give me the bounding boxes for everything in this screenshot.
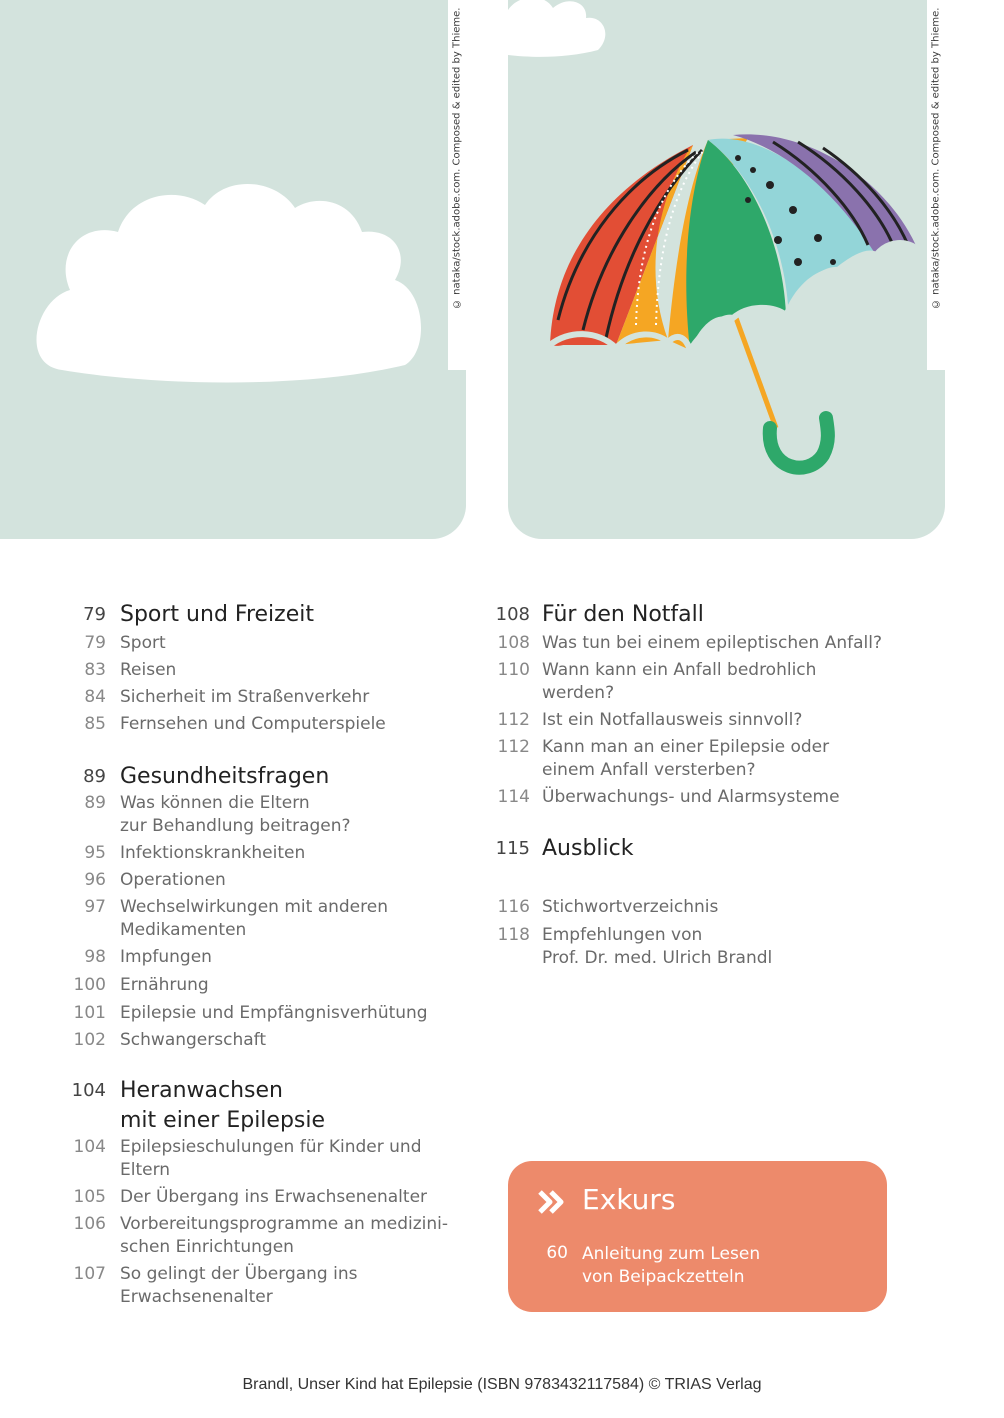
toc-entry[interactable] xyxy=(0,632,882,655)
toc-entry-title: Was tun bei einem epileptischen Anfall? xyxy=(542,633,882,653)
toc-heading[interactable] xyxy=(0,600,882,630)
exkurs-box[interactable] xyxy=(508,1161,887,1312)
toc-entry-page: 96 xyxy=(84,870,106,890)
toc-entry-title: Ernährung xyxy=(120,975,209,995)
toc-entry-title: Sicherheit im Straßenverkehr xyxy=(120,687,370,707)
toc-entry-title: Operationen xyxy=(120,870,226,890)
toc-entry[interactable] xyxy=(0,786,882,809)
toc-entry-title: Reisen xyxy=(120,660,177,680)
toc-entry-title: Schwangerschaft xyxy=(120,1030,266,1050)
toc-section-heranwachsen xyxy=(0,1076,450,1309)
toc-entry-page: 85 xyxy=(84,714,106,734)
exkurs-entry[interactable]: Anleitung zum Lesen von Beipackzetteln xyxy=(582,1244,761,1287)
toc-entry[interactable] xyxy=(0,736,882,782)
toc-heading-title: Ausblick xyxy=(542,836,634,861)
toc-entry-title: Wann kann ein Anfall bedrohlich werden? xyxy=(542,660,817,703)
toc-entry-page: 106 xyxy=(73,1214,106,1234)
toc-heading[interactable] xyxy=(0,834,882,864)
toc-section-notfall xyxy=(0,600,882,809)
toc-entry-page: 101 xyxy=(73,1003,106,1023)
toc-entry-page: 118 xyxy=(497,925,530,945)
toc-entry-page: 104 xyxy=(73,1137,106,1157)
toc-heading-title: Gesundheitsfragen xyxy=(120,764,330,789)
toc-entry-page: 84 xyxy=(84,687,106,707)
toc-entry-title: Was können die Eltern zur Behandlung beitragen? xyxy=(120,793,351,836)
toc-entry-page: 107 xyxy=(73,1264,106,1284)
toc-entry-page: 105 xyxy=(73,1187,106,1207)
toc-entry-page: 100 xyxy=(73,975,106,995)
toc-entry-page: 79 xyxy=(84,633,106,653)
toc-entry-title: Wechselwirkungen mit anderen Medikamenten xyxy=(120,897,388,940)
toc-entry[interactable] xyxy=(0,924,882,970)
toc-entry[interactable] xyxy=(0,1002,450,1025)
toc-section-appendix xyxy=(0,896,882,970)
toc-entry[interactable] xyxy=(0,974,450,997)
toc-entry-title: Überwachungs- und Alarmsysteme xyxy=(542,787,840,807)
cloud-illustration-panel xyxy=(0,0,466,539)
toc-entry-page: 102 xyxy=(73,1030,106,1050)
toc-heading-page: 108 xyxy=(495,604,530,625)
toc-entry-page: 83 xyxy=(84,660,106,680)
toc-section-ausblick xyxy=(0,834,882,864)
toc-entry[interactable] xyxy=(0,869,450,892)
toc-entry[interactable] xyxy=(0,1029,450,1052)
toc-heading-page: 115 xyxy=(495,838,530,859)
toc-entry-title: Der Übergang ins Erwachsenenalter xyxy=(120,1187,428,1207)
toc-entry-page: 98 xyxy=(84,947,106,967)
toc-entry-title: Epilepsie und Empfängnisverhütung xyxy=(120,1003,428,1023)
toc-entry-title: Ist ein Notfallausweis sinnvoll? xyxy=(542,710,803,730)
toc-heading-title: Sport und Freizeit xyxy=(120,602,314,627)
toc-heading-page: 79 xyxy=(83,604,106,625)
toc-entry[interactable] xyxy=(0,1186,450,1209)
toc-entry[interactable] xyxy=(0,659,882,705)
toc-entry-page: 110 xyxy=(497,660,530,680)
toc-entry-title: Stichwortverzeichnis xyxy=(542,897,719,917)
toc-entry-title: Epilepsieschulungen für Kinder und Eltern xyxy=(120,1137,422,1180)
toc-entry[interactable] xyxy=(0,1136,450,1182)
image-credit: © nataka/stock.adobe.com. Composed & edited by Thieme. xyxy=(451,8,463,310)
toc-entry-page: 97 xyxy=(84,897,106,917)
umbrella-icon xyxy=(508,0,945,539)
toc-entry-title: So gelingt der Übergang ins Erwachsenenalter xyxy=(120,1264,358,1307)
exkurs-title: Exkurs xyxy=(582,1183,676,1216)
toc-entry[interactable] xyxy=(0,1213,450,1259)
toc-entry-title: Empfehlungen von Prof. Dr. med. Ulrich Brandl xyxy=(542,925,773,968)
toc-entry-page: 114 xyxy=(497,787,530,807)
toc-entry-title: Impfungen xyxy=(120,947,212,967)
toc-entry-page: 112 xyxy=(497,710,530,730)
toc-entry[interactable] xyxy=(0,1263,450,1309)
toc-heading-title: Für den Notfall xyxy=(542,602,704,627)
toc-heading-title: Heranwachsen mit einer Epilepsie xyxy=(120,1078,326,1133)
toc-entry-page: 112 xyxy=(497,737,530,757)
toc-entry[interactable] xyxy=(0,896,882,919)
toc-entry-page: 89 xyxy=(84,793,106,813)
footer-citation: Brandl, Unser Kind hat Epilepsie (ISBN 9783432117584) © TRIAS Verlag xyxy=(242,1376,762,1393)
toc-entry-title: Vorbereitungsprogramme an medizini- schen Einrichtungen xyxy=(120,1214,449,1257)
toc-entry-title: Sport xyxy=(120,633,166,653)
toc-entry[interactable] xyxy=(0,709,882,732)
toc-entry-title: Kann man an einer Epilepsie oder einem Anfall versterben? xyxy=(542,737,830,780)
image-credit: © nataka/stock.adobe.com. Composed & edited by Thieme. xyxy=(930,8,942,310)
toc-entry-page: 108 xyxy=(497,633,530,653)
umbrella-illustration-panel xyxy=(508,0,945,539)
toc-entry-page: 95 xyxy=(84,843,106,863)
cloud-icon xyxy=(0,0,466,539)
toc-entry-title: Fernsehen und Computerspiele xyxy=(120,714,386,734)
toc-heading[interactable] xyxy=(0,1076,450,1136)
toc-heading-page: 104 xyxy=(71,1080,106,1101)
exkurs-page: 60 xyxy=(546,1243,568,1263)
double-chevron-icon xyxy=(538,1190,568,1214)
toc-entry-title: Infektionskrankheiten xyxy=(120,843,306,863)
toc-heading-page: 89 xyxy=(83,766,106,787)
toc-entry-page: 116 xyxy=(497,897,530,917)
